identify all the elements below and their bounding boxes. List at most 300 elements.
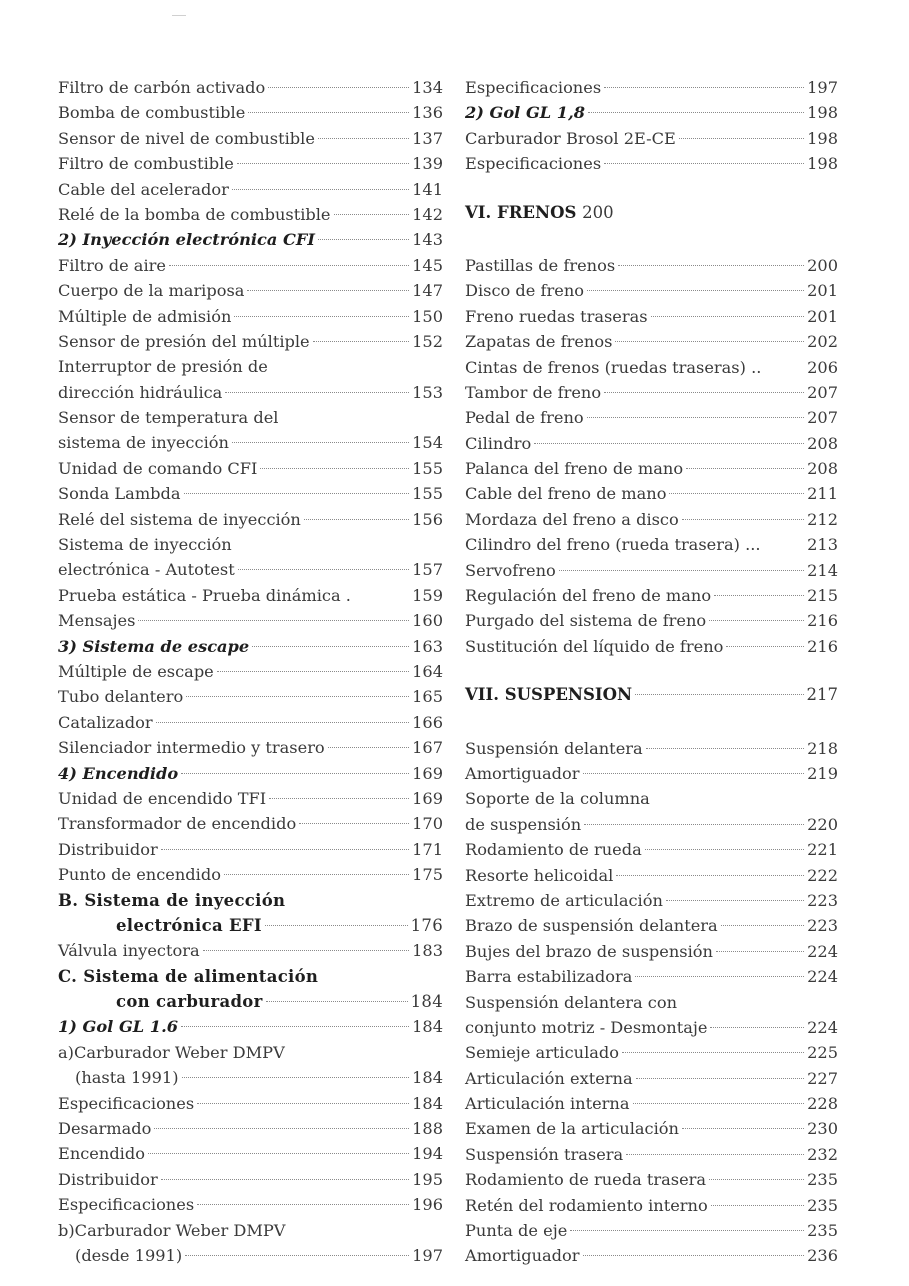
toc-entry[interactable] — [465, 380, 838, 405]
entry-title: Sonda Lambda — [58, 484, 181, 504]
entry-page: 218 — [807, 738, 838, 758]
toc-entry[interactable] — [465, 990, 838, 1015]
entry-title: Relé del sistema de inyección — [58, 509, 301, 529]
toc-entry[interactable] — [58, 837, 443, 862]
entry-title: Articulación externa — [465, 1068, 633, 1088]
toc-entry[interactable] — [58, 1040, 443, 1065]
toc-entry[interactable] — [58, 1091, 443, 1116]
dot-leader — [217, 671, 409, 672]
entry-title: Disco de freno — [465, 281, 584, 301]
chapter-frenos-heading[interactable] — [465, 200, 838, 225]
toc-entry[interactable] — [465, 812, 838, 837]
dot-leader — [583, 1255, 805, 1256]
entry-title: Cintas de frenos (ruedas traseras) .. — [465, 357, 762, 377]
toc-entry[interactable] — [465, 761, 838, 786]
toc-entry[interactable] — [58, 405, 443, 430]
toc-entry[interactable] — [58, 507, 443, 532]
dot-leader — [633, 1103, 805, 1104]
dot-leader — [587, 290, 804, 291]
entry-page: 198 — [807, 103, 838, 123]
entry-page: 169 — [412, 788, 443, 808]
toc-entry[interactable] — [58, 1141, 443, 1166]
entry-title: Especificaciones — [465, 78, 602, 97]
toc-entry[interactable] — [58, 278, 443, 303]
toc-entry[interactable] — [58, 227, 443, 252]
entry-title: Amortiguador — [465, 763, 580, 783]
toc-entry[interactable] — [465, 786, 838, 811]
entry-title: 1) Gol GL 1.6 — [58, 1017, 178, 1037]
entry-page: 166 — [412, 712, 443, 732]
toc-entry[interactable] — [58, 100, 443, 125]
toc-entry[interactable] — [58, 964, 443, 989]
toc-entry[interactable] — [465, 75, 838, 100]
toc-entry[interactable] — [465, 329, 838, 354]
entry-page: 145 — [412, 255, 443, 275]
toc-entry[interactable] — [465, 837, 838, 862]
entry-page: 198 — [807, 154, 838, 174]
dot-leader — [181, 1026, 409, 1027]
dot-leader — [318, 138, 409, 139]
toc-entry[interactable] — [465, 1015, 838, 1040]
entry-page: 219 — [807, 763, 838, 783]
entry-page: 208 — [807, 459, 838, 479]
toc-entry[interactable] — [58, 811, 443, 836]
entry-page: 137 — [412, 128, 443, 148]
dot-leader — [669, 493, 804, 494]
entry-title: Pedal de freno — [465, 408, 584, 428]
entry-title: Desarmado — [58, 1119, 152, 1139]
dot-leader — [679, 138, 804, 139]
entry-title: electrónica EFI — [116, 915, 262, 935]
entry-page: 215 — [807, 586, 838, 606]
entry-title: con carburador — [116, 992, 263, 1012]
dot-leader — [197, 1204, 409, 1205]
entry-title: Cable del freno de mano — [465, 484, 667, 504]
toc-entry[interactable] — [465, 1193, 838, 1218]
dot-leader — [169, 265, 409, 266]
dot-leader — [726, 646, 804, 647]
entry-title: Regulación del freno de mano — [465, 586, 712, 606]
toc-entry[interactable] — [58, 557, 443, 582]
dot-leader — [587, 417, 804, 418]
chapter-title: VII. SUSPENSION — [465, 685, 633, 705]
entry-page: 196 — [412, 1195, 443, 1215]
entry-title: C. Sistema de alimentación — [58, 966, 319, 986]
entry-title: Especificaciones — [465, 154, 602, 174]
entry-page: 184 — [410, 992, 443, 1012]
entry-title: Suspensión delantera — [465, 738, 643, 758]
dot-leader — [247, 290, 409, 291]
entry-title: Múltiple de admisión — [58, 306, 232, 326]
toc-entry[interactable] — [58, 304, 443, 329]
toc-entry[interactable] — [58, 1243, 443, 1268]
toc-entry[interactable] — [465, 1218, 838, 1243]
entry-page: 235 — [807, 1170, 838, 1190]
dot-leader — [182, 1077, 410, 1078]
entry-page: 230 — [807, 1119, 838, 1139]
entry-title: Tambor de freno — [465, 382, 602, 402]
dot-leader — [186, 696, 409, 697]
toc-entry[interactable] — [58, 1218, 443, 1243]
dot-leader — [682, 1128, 804, 1129]
entry-title: Examen de la articulación — [465, 1119, 679, 1139]
entry-page: 225 — [807, 1043, 838, 1063]
dot-leader — [604, 392, 804, 393]
toc-entry[interactable] — [58, 583, 443, 608]
entry-title: Múltiple de escape — [58, 661, 214, 681]
toc-entry[interactable] — [465, 863, 838, 888]
entry-page: 197 — [412, 1245, 443, 1265]
entry-page: 195 — [412, 1169, 443, 1189]
entry-page: 214 — [807, 560, 838, 580]
dot-leader — [156, 722, 410, 723]
dot-leader — [709, 620, 804, 621]
entry-page: 170 — [412, 814, 443, 834]
entry-title: Extremo de articulación — [465, 890, 663, 910]
toc-entry[interactable] — [465, 1040, 838, 1065]
toc-entry[interactable] — [465, 456, 838, 481]
entry-title: b)Carburador Weber DMPV — [58, 1220, 286, 1240]
dot-leader — [635, 976, 804, 977]
entry-title: (hasta 1991) — [75, 1068, 179, 1088]
entry-title: Silenciador intermedio y trasero — [58, 738, 325, 758]
dot-leader — [570, 1230, 804, 1231]
entry-title: Semieje articulado — [465, 1043, 620, 1063]
dot-leader — [299, 823, 409, 824]
toc-entry[interactable] — [465, 1167, 838, 1192]
dot-leader — [646, 748, 804, 749]
dot-leader — [559, 570, 804, 571]
dot-leader — [138, 620, 409, 621]
entry-page: 224 — [807, 941, 838, 961]
dot-leader — [224, 874, 409, 875]
entry-title: Soporte de la columna — [465, 789, 650, 809]
entry-title: Sensor de temperatura del — [58, 408, 279, 428]
toc-entry[interactable] — [465, 304, 838, 329]
dot-leader — [161, 849, 409, 850]
dot-leader — [615, 341, 804, 342]
entry-page: 184 — [412, 1093, 443, 1113]
dot-leader — [534, 443, 804, 444]
toc-entry[interactable] — [58, 608, 443, 633]
entry-title: Cuerpo de la mariposa — [58, 281, 245, 301]
dot-leader — [185, 1255, 409, 1256]
toc-entry[interactable] — [465, 481, 838, 506]
toc-entry[interactable] — [58, 684, 443, 709]
dot-leader — [268, 87, 409, 88]
entry-page: 163 — [412, 636, 443, 656]
entry-page: 232 — [807, 1144, 838, 1164]
toc-entry[interactable] — [58, 938, 443, 963]
dot-leader — [154, 1128, 409, 1129]
entry-title: Mordaza del freno a disco — [465, 509, 679, 529]
toc-entry[interactable] — [58, 761, 443, 786]
dot-leader — [711, 1205, 804, 1206]
toc-entry[interactable] — [58, 329, 443, 354]
entry-title: Brazo de suspensión delantera — [465, 916, 718, 936]
entry-title: Catalizador — [58, 712, 153, 732]
entry-title: dirección hidráulica — [58, 382, 223, 402]
dot-leader — [709, 1179, 804, 1180]
dot-leader — [604, 163, 804, 164]
dot-leader — [304, 519, 409, 520]
entry-title: Palanca del freno de mano — [465, 459, 684, 479]
toc-entry[interactable] — [465, 151, 838, 176]
entry-title: de suspensión — [465, 814, 582, 834]
dot-leader — [197, 1103, 409, 1104]
toc-entry[interactable] — [58, 1014, 443, 1039]
dot-leader — [710, 1027, 804, 1028]
entry-title: Distribuidor — [58, 839, 158, 859]
toc-right-column — [465, 75, 838, 1269]
toc-entry[interactable] — [58, 659, 443, 684]
entry-title: Resorte helicoidal — [465, 865, 614, 885]
toc-entry[interactable] — [465, 939, 838, 964]
entry-title: 3) Sistema de escape — [58, 636, 250, 656]
entry-title: Zapatas de frenos — [465, 332, 613, 352]
toc-entry[interactable] — [58, 888, 443, 913]
entry-page: 143 — [412, 230, 443, 250]
dot-leader — [651, 316, 805, 317]
entry-page: 160 — [412, 611, 443, 631]
entry-page: 197 — [807, 78, 838, 97]
entry-page: 169 — [412, 763, 443, 783]
entry-page: 150 — [412, 306, 443, 326]
entry-title: Sistema de inyección — [58, 535, 232, 555]
toc-entry[interactable] — [465, 1091, 838, 1116]
toc-entry[interactable] — [465, 634, 838, 659]
entry-page: 207 — [807, 408, 838, 428]
entry-page: 147 — [412, 281, 443, 301]
chapter-suspension-heading[interactable] — [465, 682, 838, 707]
toc-entry[interactable] — [465, 355, 838, 380]
entry-page: 176 — [410, 915, 443, 935]
entry-title: Freno ruedas traseras — [465, 306, 648, 326]
dot-leader — [616, 875, 804, 876]
entry-title: Punta de eje — [465, 1221, 568, 1241]
entry-page: 156 — [412, 509, 443, 529]
entry-title: electrónica - Autotest — [58, 560, 235, 580]
toc-entry[interactable] — [58, 786, 443, 811]
entry-title: (desde 1991) — [75, 1245, 183, 1265]
entry-page: 216 — [807, 636, 838, 656]
toc-left-column — [58, 75, 443, 1268]
entry-title: sistema de inyección — [58, 433, 229, 453]
dot-leader — [237, 163, 409, 164]
toc-entry[interactable] — [465, 736, 838, 761]
dot-leader — [328, 747, 409, 748]
dot-leader — [635, 694, 803, 695]
toc-entry[interactable] — [58, 456, 443, 481]
dot-leader — [266, 1001, 408, 1002]
entry-page: 201 — [807, 306, 838, 326]
dot-leader — [666, 900, 804, 901]
entry-page: 155 — [412, 458, 443, 478]
dot-leader — [686, 468, 804, 469]
toc-entry[interactable] — [58, 151, 443, 176]
entry-title: Cilindro del freno (rueda trasera) ... — [465, 535, 761, 555]
dot-leader — [234, 316, 409, 317]
toc-entry[interactable] — [465, 964, 838, 989]
dot-leader — [181, 773, 409, 774]
toc-entry[interactable] — [465, 278, 838, 303]
entry-title: Pastillas de frenos — [465, 255, 616, 275]
toc-entry[interactable] — [58, 1065, 443, 1090]
toc-entry[interactable] — [58, 481, 443, 506]
toc-entry[interactable] — [58, 430, 443, 455]
entry-title: Sensor de nivel de combustible — [58, 128, 315, 148]
entry-page: 223 — [807, 916, 838, 936]
toc-entry[interactable] — [58, 862, 443, 887]
entry-title: a)Carburador Weber DMPV — [58, 1042, 285, 1062]
toc-entry[interactable] — [58, 735, 443, 760]
entry-title: Rodamiento de rueda — [465, 840, 642, 860]
toc-entry[interactable] — [58, 634, 443, 659]
toc-entry[interactable] — [58, 380, 443, 405]
entry-title: Interruptor de presión de — [58, 357, 268, 377]
entry-page: 136 — [412, 103, 443, 123]
entry-title: Rodamiento de rueda trasera — [465, 1170, 707, 1190]
dot-leader — [265, 925, 408, 926]
toc-entry[interactable] — [58, 126, 443, 151]
toc-entry[interactable] — [58, 710, 443, 735]
toc-entry[interactable] — [58, 1192, 443, 1217]
toc-entry[interactable] — [465, 888, 838, 913]
entry-page: 153 — [412, 382, 443, 402]
dot-leader — [203, 950, 409, 951]
entry-page: 235 — [807, 1221, 838, 1241]
entry-page: 157 — [412, 560, 443, 580]
dot-leader — [584, 824, 804, 825]
toc-entry[interactable] — [465, 558, 838, 583]
dot-leader — [161, 1179, 409, 1180]
entry-page: 142 — [412, 204, 443, 224]
dot-leader — [238, 569, 409, 570]
entry-page: 152 — [412, 331, 443, 351]
toc-entry[interactable] — [465, 583, 838, 608]
toc-entry[interactable] — [58, 354, 443, 379]
entry-title: Bomba de combustible — [58, 103, 246, 123]
dot-leader — [318, 239, 409, 240]
toc-entry[interactable] — [465, 405, 838, 430]
entry-page: 216 — [807, 611, 838, 631]
toc-entry[interactable] — [465, 1116, 838, 1141]
entry-page: 228 — [807, 1094, 838, 1114]
entry-page: 207 — [807, 382, 838, 402]
entry-page: 224 — [807, 967, 838, 987]
dot-leader — [714, 595, 804, 596]
entry-title: Purgado del sistema de freno — [465, 611, 707, 631]
toc-entry[interactable] — [58, 913, 443, 938]
entry-page: 223 — [807, 890, 838, 910]
dot-leader — [622, 1052, 804, 1053]
entry-title: 2) Inyección electrónica CFI — [58, 230, 315, 250]
toc-entry[interactable] — [465, 507, 838, 532]
entry-page: 164 — [412, 661, 443, 681]
toc-entry[interactable] — [465, 1243, 838, 1268]
toc-entry[interactable] — [58, 1167, 443, 1192]
toc-entry[interactable] — [465, 608, 838, 633]
dot-leader — [248, 112, 409, 113]
entry-title: Unidad de comando CFI — [58, 458, 258, 478]
entry-title: Punto de encendido — [58, 865, 221, 885]
entry-title: Mensajes — [58, 611, 136, 631]
entry-title: Sustitución del líquido de freno — [465, 636, 724, 656]
entry-title: Filtro de combustible — [58, 154, 234, 174]
entry-page: 211 — [807, 484, 838, 504]
entry-page: 206 — [807, 357, 838, 377]
entry-page: 227 — [807, 1068, 838, 1088]
dot-leader — [618, 265, 804, 266]
entry-page: 236 — [807, 1246, 838, 1266]
toc-entry[interactable] — [58, 532, 443, 557]
entry-page: 183 — [412, 941, 443, 961]
toc-entry[interactable] — [58, 989, 443, 1014]
entry-title: Servofreno — [465, 560, 556, 580]
dot-leader — [252, 646, 409, 647]
toc-entry[interactable] — [58, 75, 443, 100]
dot-leader — [682, 519, 804, 520]
toc-entry[interactable] — [465, 253, 838, 278]
entry-title: Suspensión trasera — [465, 1144, 624, 1164]
toc-entry[interactable] — [58, 202, 443, 227]
entry-title: Sensor de presión del múltiple — [58, 331, 310, 351]
entry-title: Filtro de aire — [58, 255, 166, 275]
dot-leader — [583, 773, 805, 774]
dot-leader — [645, 849, 804, 850]
entry-page: 202 — [807, 332, 838, 352]
entry-title: Amortiguador — [465, 1246, 580, 1266]
toc-entry[interactable] — [465, 1142, 838, 1167]
entry-page: 208 — [807, 433, 838, 453]
entry-page: 188 — [412, 1119, 443, 1139]
toc-entry[interactable] — [465, 431, 838, 456]
toc-entry[interactable] — [465, 913, 838, 938]
chapter-page: 200 — [582, 202, 614, 222]
entry-title: 4) Encendido — [58, 763, 179, 783]
toc-entry[interactable] — [58, 253, 443, 278]
entry-title: B. Sistema de inyección — [58, 890, 286, 910]
toc-entry[interactable] — [58, 1116, 443, 1141]
entry-page: 159 — [412, 585, 443, 605]
dot-leader — [604, 87, 804, 88]
toc-right-top — [465, 75, 838, 177]
entry-page: 167 — [412, 738, 443, 758]
entry-title: Especificaciones — [58, 1093, 195, 1113]
entry-page: 212 — [807, 509, 838, 529]
entry-page: 184 — [412, 1068, 443, 1088]
toc-entry[interactable] — [58, 177, 443, 202]
toc-entry[interactable] — [465, 532, 838, 557]
toc-entry[interactable] — [465, 100, 838, 125]
entry-page: 224 — [807, 1017, 838, 1037]
dot-leader — [184, 493, 410, 494]
entry-page: 154 — [412, 433, 443, 453]
toc-entry[interactable] — [465, 126, 838, 151]
entry-title: Relé de la bomba de combustible — [58, 204, 331, 224]
entry-title: Especificaciones — [58, 1195, 195, 1215]
entry-page: 165 — [412, 687, 443, 707]
entry-page: 184 — [412, 1017, 443, 1037]
entry-page: 139 — [412, 154, 443, 174]
entry-title: Bujes del brazo de suspensión — [465, 941, 713, 961]
dot-leader — [232, 189, 409, 190]
entry-title: Tubo delantero — [58, 687, 184, 707]
entry-title: Barra estabilizadora — [465, 967, 633, 987]
entry-title: Retén del rodamiento interno — [465, 1195, 708, 1215]
toc-entry[interactable] — [465, 1066, 838, 1091]
entry-page: 235 — [807, 1195, 838, 1215]
